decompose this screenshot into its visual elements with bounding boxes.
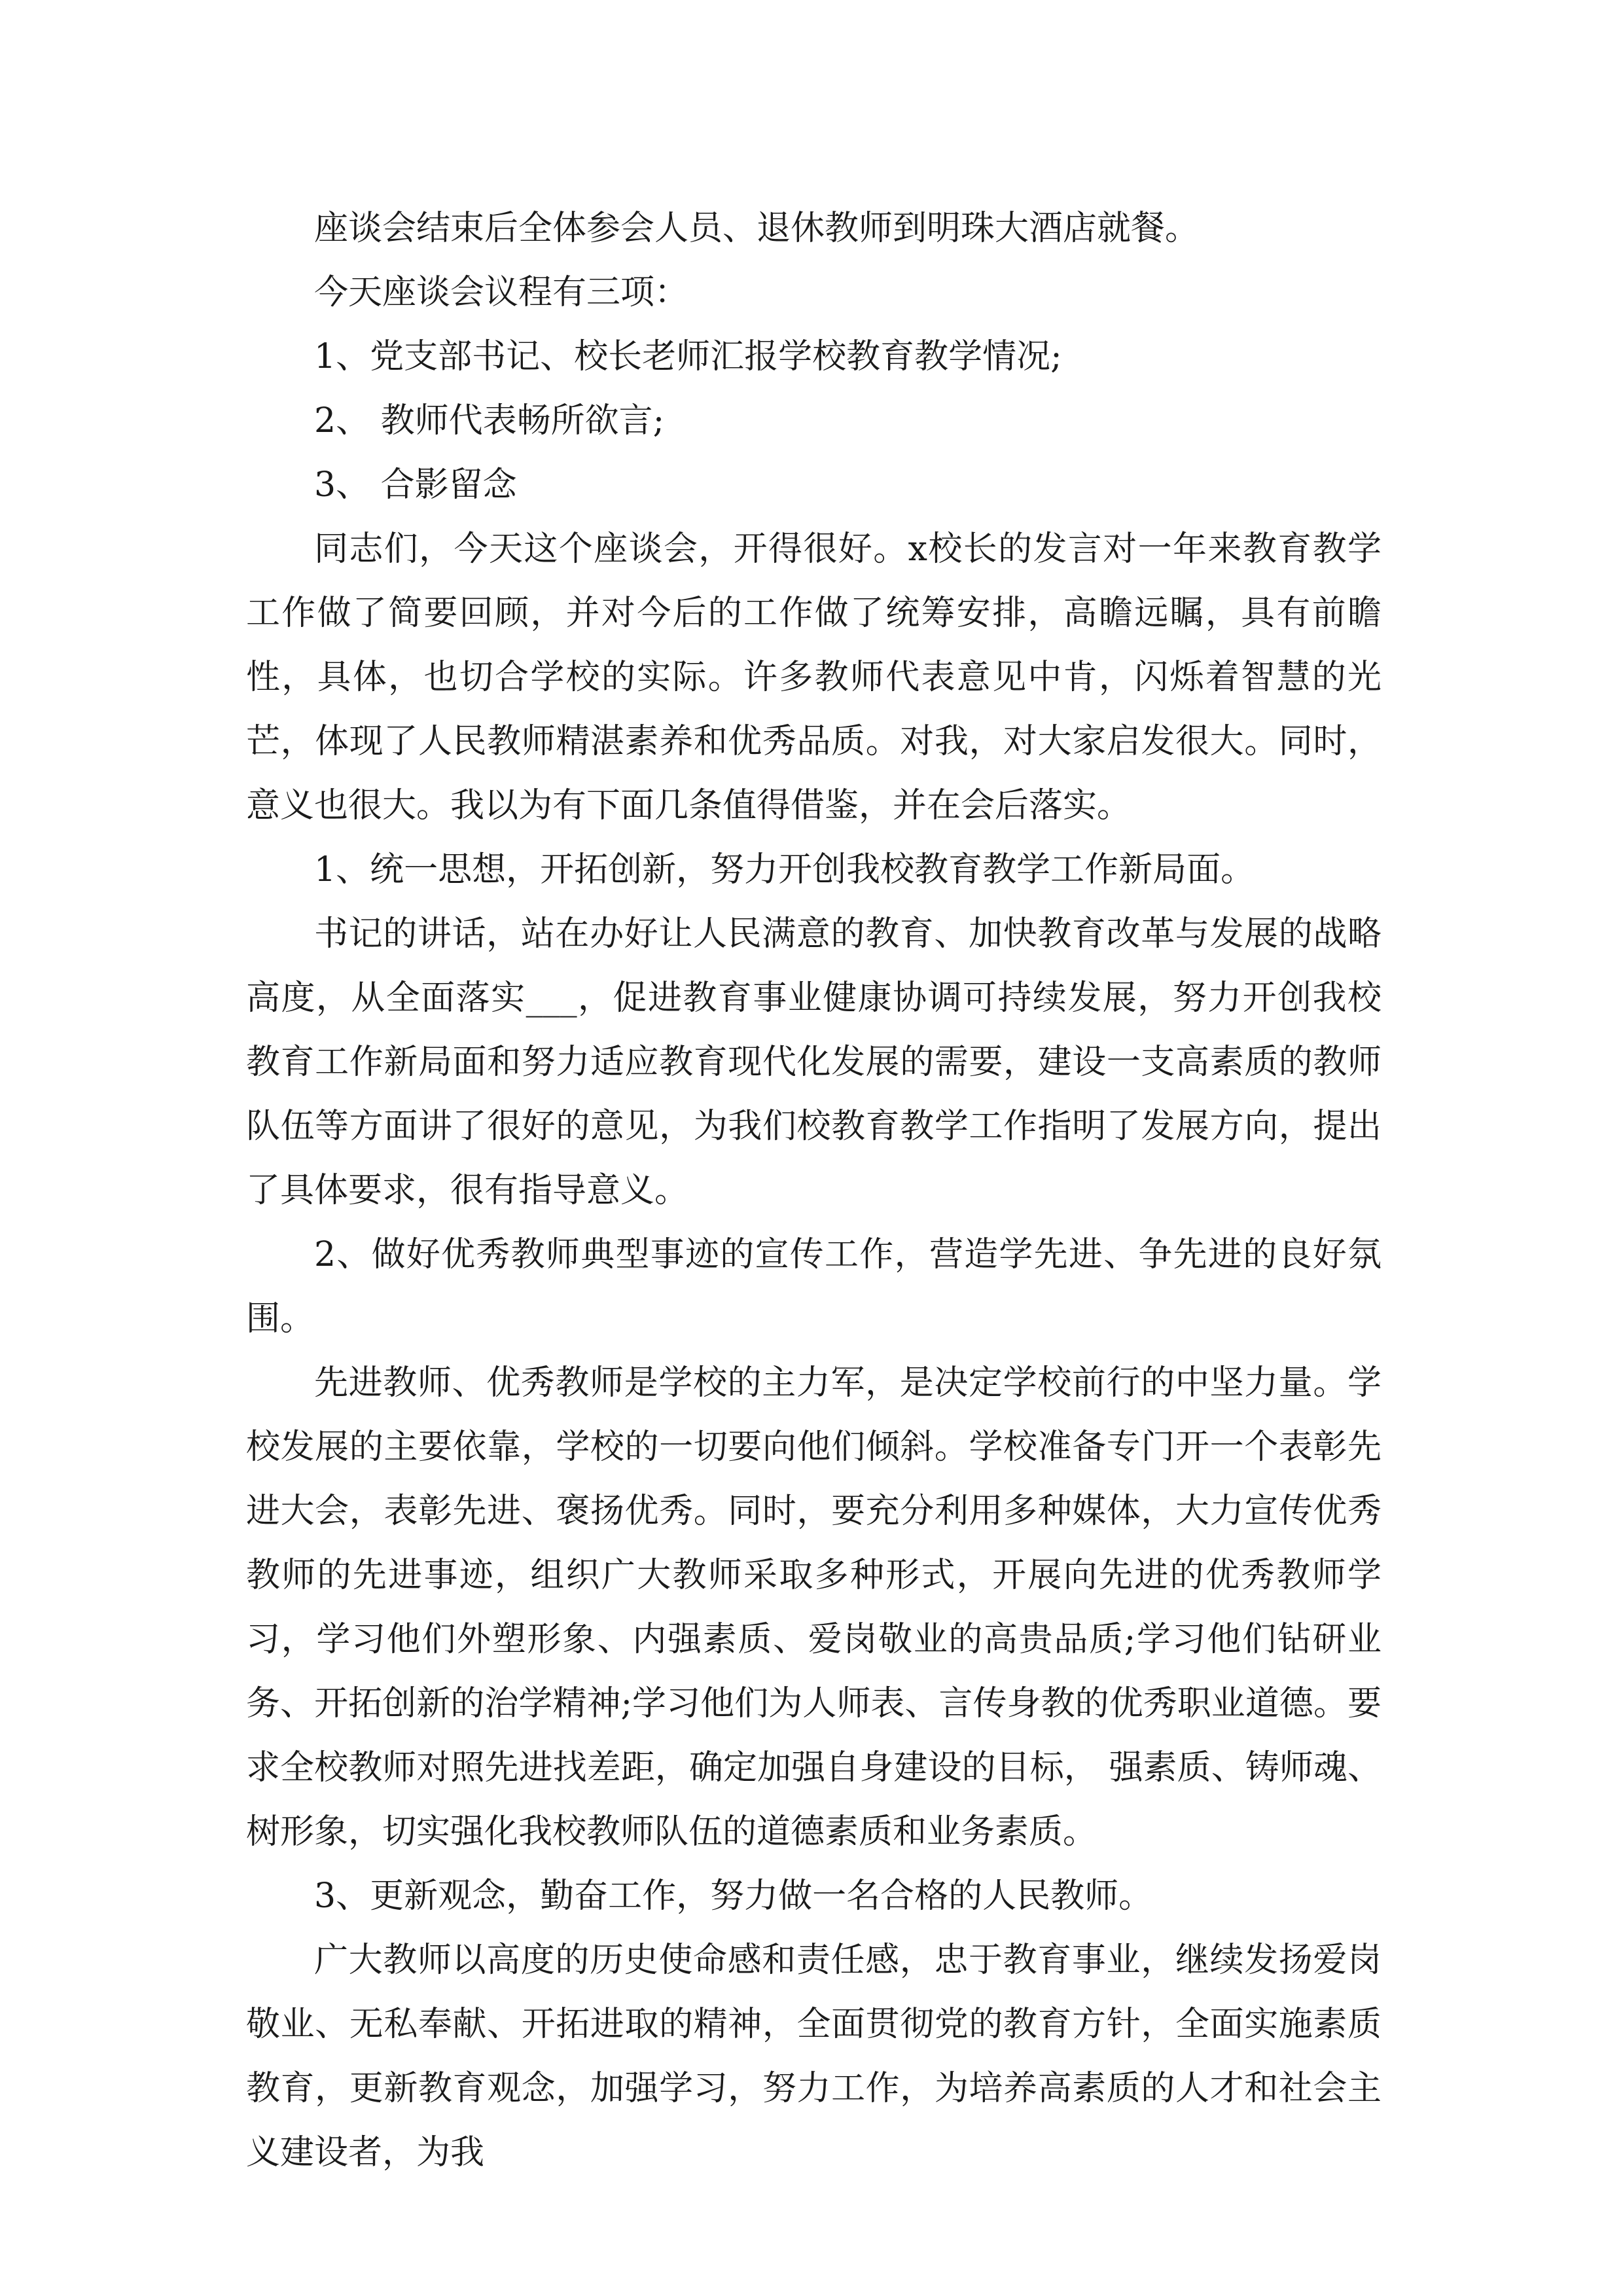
- section-body-1: 书记的讲话，站在办好让人民满意的教育、加快教育改革与发展的战略高度，从全面落实___，促进教育事业健康协调可持续发展，努力开创我校教育工作新局面和努力适应教育现代化发展的需要，建设一支高素质的教师队伍等方面讲了很好的意见，为我们校教育教学工作指明了发展方向，提出了具体要求，很有指导意义。: [246, 914, 1382, 1210]
- section-body-2: 先进教师、优秀教师是学校的主力军，是决定学校前行的中坚力量。学校发展的主要依靠，学校的一切要向他们倾斜。学校准备专门开一个表彰先进大会，表彰先进、褒扬优秀。同时，要充分利用多种媒体，大力宣传优秀教师的先进事迹，组织广大教师采取多种形式，开展向先进的优秀教师学习，学习他们外塑形象、内强素质、爱岗敬业的高贵品质;学习他们钻研业务、开拓创新的治学精神;学习他们为人师表、言传身教的优秀职业道德。要求全校教师对照先进找差距，确定加强自身建设的目标， 强素质、铸师魂、树形象，切实强化我校教师队伍的道德素质和业务素质。: [246, 1363, 1382, 1852]
- paragraph-agenda-intro: 今天座谈会议程有三项：: [314, 273, 689, 312]
- paragraph-dinner-note: 座谈会结束后全体参会人员、退休教师到明珠大酒店就餐。: [314, 209, 1200, 248]
- agenda-item-2: 2、 教师代表畅所欲言;: [314, 401, 665, 440]
- paragraph-summary: 同志们，今天这个座谈会，开得很好。x校长的发言对一年来教育教学工作做了简要回顾，并对今后的工作做了统筹安排，高瞻远瞩，具有前瞻性，具体，也切合学校的实际。许多教师代表意见中肯，闪烁着智慧的光芒，体现了人民教师精湛素养和优秀品质。对我，对大家启发很大。同时，意义也很大。我以为有下面几条值得借鉴，并在会后落实。: [246, 529, 1382, 825]
- section-heading-3: 3、更新观念，勤奋工作，努力做一名合格的人民教师。: [314, 1876, 1153, 1916]
- section-body-3: 广大教师以高度的历史使命感和责任感，忠于教育事业，继续发扬爱岗敬业、无私奉献、开拓进取的精神，全面贯彻党的教育方针，全面实施素质教育，更新教育观念，加强学习，努力工作，为培养高素质的人才和社会主义建设者，为我: [246, 1941, 1382, 2172]
- agenda-item-3: 3、 合影留念: [314, 465, 517, 505]
- section-heading-2: 2、做好优秀教师典型事迹的宣传工作，营造学先进、争先进的良好氛围。: [246, 1235, 1382, 1338]
- agenda-item-1: 1、党支部书记、校长老师汇报学校教育教学情况;: [314, 337, 1062, 376]
- document-body: [246, 196, 1382, 2185]
- section-heading-1: 1、统一思想，开拓创新，努力开创我校教育教学工作新局面。: [314, 850, 1255, 889]
